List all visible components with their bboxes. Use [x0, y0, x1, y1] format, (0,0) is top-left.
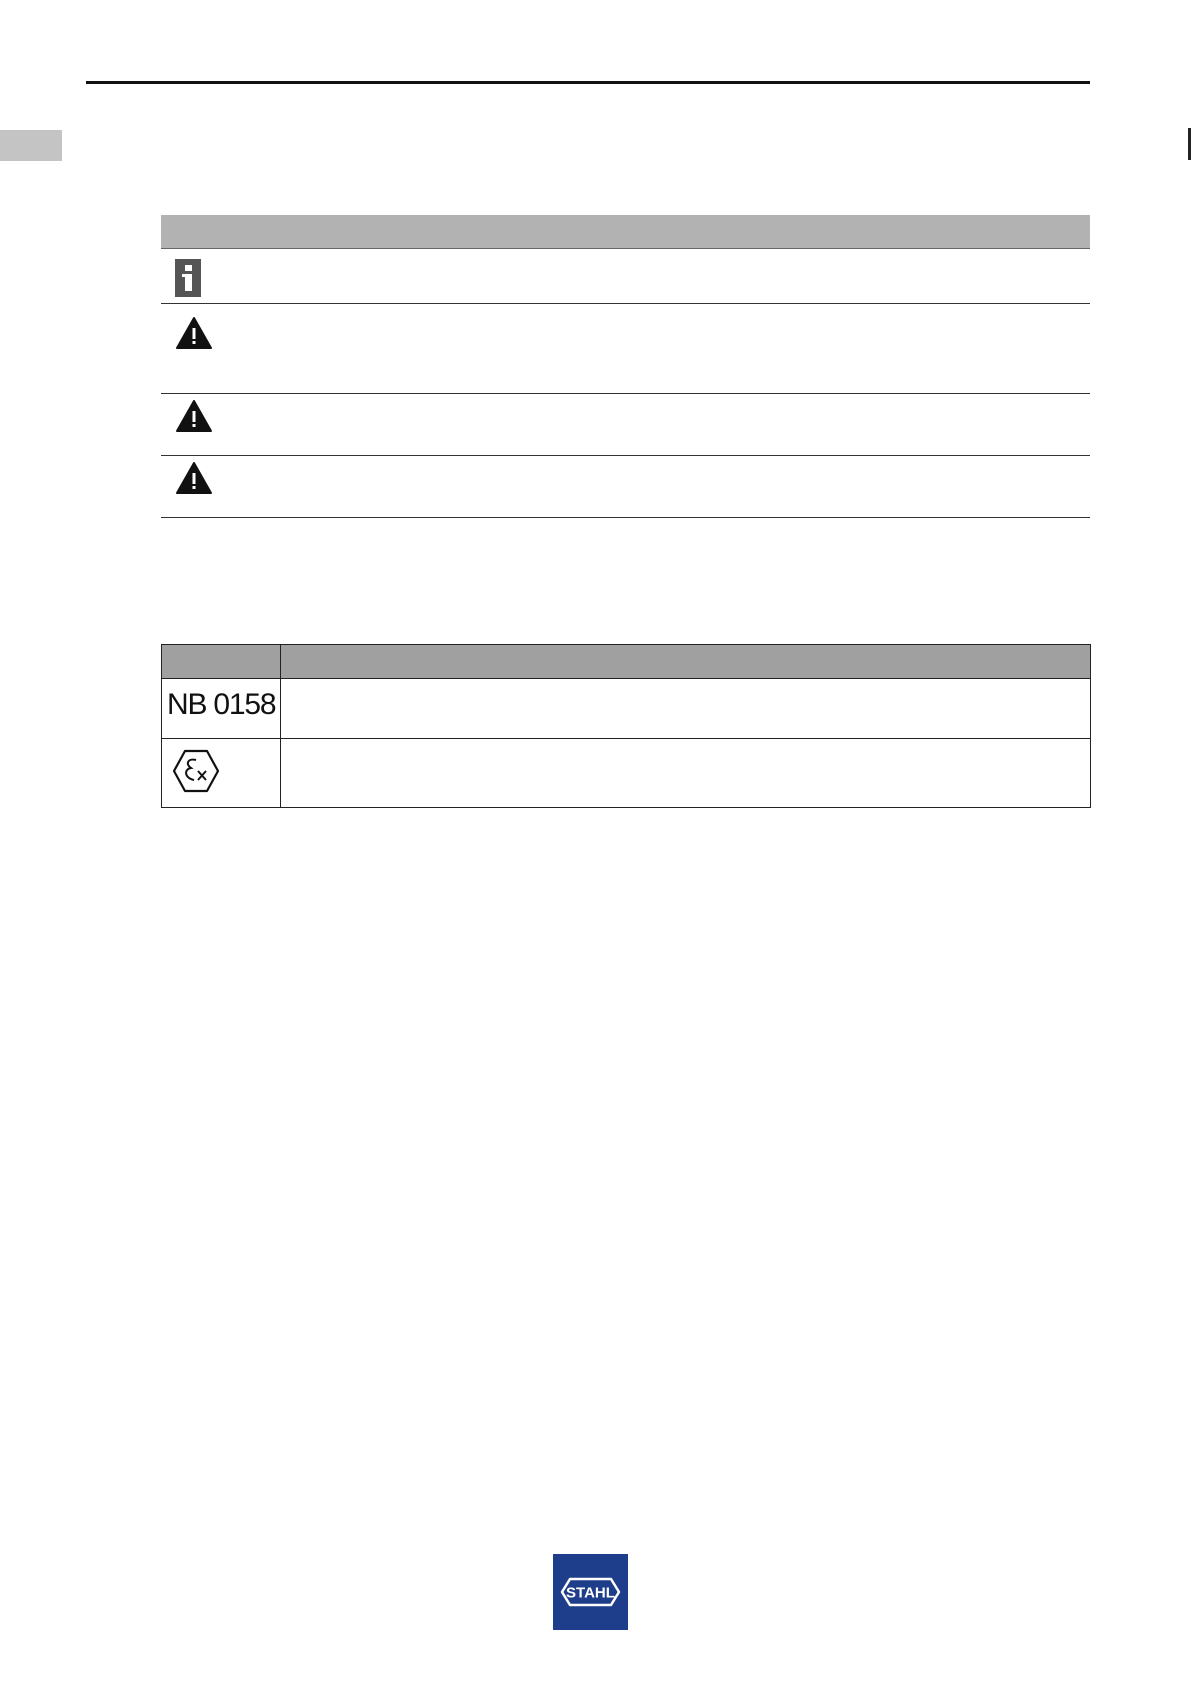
- symbols-table: [161, 215, 1090, 518]
- marking-table-header: [162, 645, 1091, 679]
- symbols-row-info: [161, 249, 1090, 304]
- marking-cell-description-2: [280, 739, 1090, 808]
- language-tab-marker: [0, 130, 62, 161]
- marking-cell-description-1: [280, 679, 1090, 739]
- logo-text: STAHL: [566, 1584, 615, 1602]
- warning-icon: [175, 399, 213, 438]
- marking-header-cell-1: [162, 645, 281, 679]
- warning-icon: [175, 461, 213, 500]
- symbols-row-warning-2: [161, 394, 1090, 456]
- marking-row-ex: [162, 739, 1091, 808]
- info-icon: [175, 259, 201, 302]
- notified-body-number: NB 0158: [167, 687, 276, 721]
- warning-icon: [175, 316, 213, 355]
- marking-table: [161, 644, 1091, 808]
- header-rule: [86, 81, 1090, 84]
- marking-row-notified-body: [162, 679, 1091, 739]
- marking-cell-nb: [162, 679, 281, 739]
- symbols-row-warning-3: [161, 456, 1090, 518]
- symbols-table-header: [161, 215, 1090, 249]
- stahl-logo: [553, 1554, 628, 1630]
- ex-hexagon-icon: [172, 749, 220, 798]
- marking-cell-ex: [162, 739, 281, 808]
- symbols-row-warning-1: [161, 304, 1090, 394]
- marking-header-cell-2: [280, 645, 1090, 679]
